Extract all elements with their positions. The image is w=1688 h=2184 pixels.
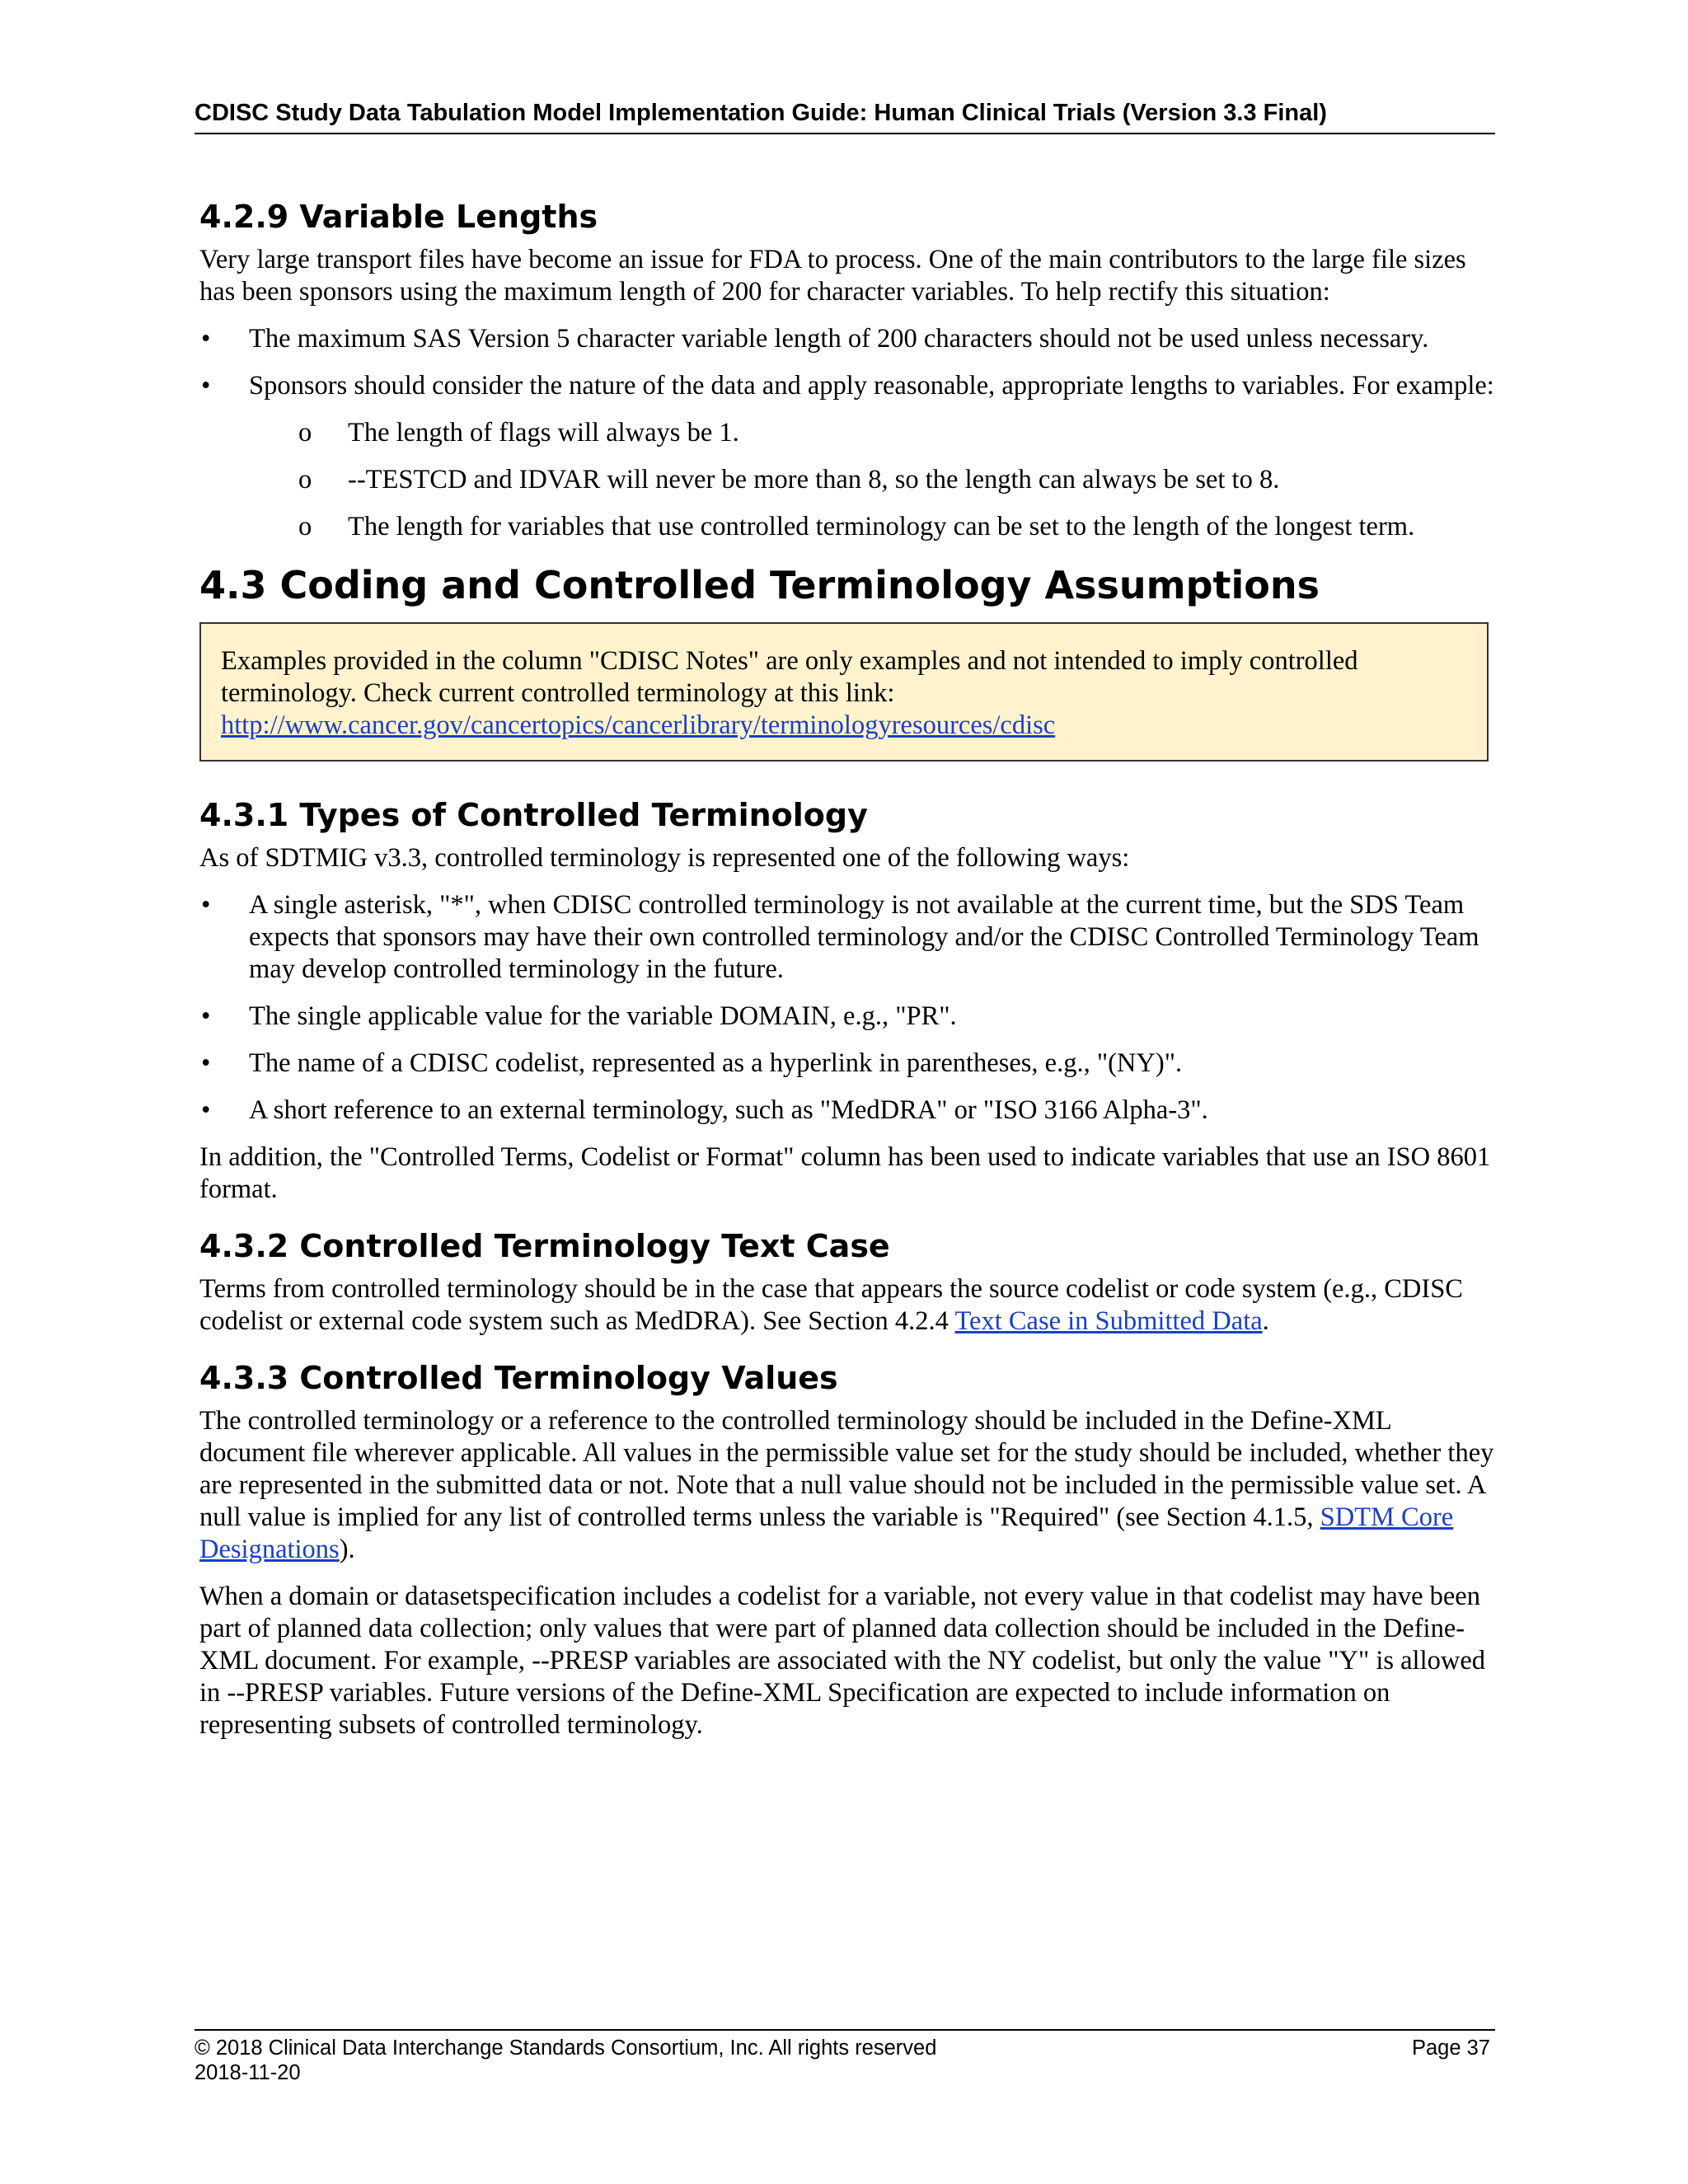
paragraph-4-3-1-closing: In addition, the "Controlled Terms, Codelist or Format" column has been used to indicate variables that use an ISO 8601 format. <box>199 1142 1491 1204</box>
paragraph-text-end: ). <box>339 1535 355 1564</box>
list-item-text: The single applicable value for the variable DOMAIN, e.g., "PR". <box>249 1001 957 1031</box>
heading-4-3: 4.3 Coding and Controlled Terminology Assumptions <box>199 563 1320 607</box>
list-4-2-9 <box>199 323 1502 543</box>
bullet-icon: • <box>201 324 211 354</box>
paragraph-text: The controlled terminology or a reference to the controlled terminology should be included in the Define-XML document file wherever applicable. All values in the permissible value set for the study should be included, whether they are represented in the submitted data or not. Note that a null value should not be included in the permissible value set. A null value is implied for any list of controlled terms unless the variable is "Required" (see Section 4.1.5, <box>199 1406 1494 1532</box>
list-item <box>199 323 1502 355</box>
bullet-icon: • <box>201 1048 211 1078</box>
sub-list-4-2-9 <box>249 417 1502 543</box>
paragraph-4-3-3-second: When a domain or datasetspecification includes a codelist for a variable, not every value in that codelist may have been part of planned data collection; only values that were part of planned data collection should be included in the Define-XML document. For example, --PRESP variables are associated with the NY codelist, but only the value "Y" is allowed in --PRESP variables. Future versions of the Define-XML Specification are expected to include information on representing subsets of controlled terminology. <box>199 1582 1486 1740</box>
list-item <box>199 1094 1502 1127</box>
list-item-text: The maximum SAS Version 5 character variable length of 200 characters should not be used unless necessary. <box>249 324 1429 354</box>
heading-4-3-3: 4.3.3 Controlled Terminology Values <box>199 1360 838 1396</box>
footer-copyright: © 2018 Clinical Data Interchange Standards Consortium, Inc. All rights reserved <box>195 2036 937 2060</box>
page-content <box>199 196 1502 1756</box>
circle-bullet-icon: o <box>298 418 312 448</box>
paragraph-4-3-3-first <box>199 1405 1502 1566</box>
list-item <box>199 889 1502 986</box>
running-header: CDISC Study Data Tabulation Model Implementation Guide: Human Clinical Trials (Version 3.3 Final) <box>195 95 1495 134</box>
sub-list-item <box>249 511 1502 543</box>
paragraph-4-2-9-intro: Very large transport files have become an issue for FDA to process. One of the main contributors to the large file sizes has been sponsors using the maximum length of 200 for character variables. To help rectify this situation: <box>199 245 1466 307</box>
circle-bullet-icon: o <box>298 465 312 494</box>
footer-date: 2018-11-20 <box>195 2061 301 2084</box>
sub-list-item-text: The length for variables that use controlled terminology can be set to the length of the longest term. <box>348 512 1415 541</box>
circle-bullet-icon: o <box>298 512 312 541</box>
paragraph-text-end: . <box>1262 1306 1269 1336</box>
paragraph-4-3-1-intro: As of SDTMIG v3.3, controlled terminology is represented one of the following ways: <box>199 843 1130 873</box>
heading-4-3-2: 4.3.2 Controlled Terminology Text Case <box>199 1228 890 1264</box>
footer-page-number: Page 37 <box>1411 2036 1490 2060</box>
sub-list-item <box>249 464 1502 496</box>
note-box <box>199 622 1489 762</box>
note-link[interactable]: http://www.cancer.gov/cancertopics/cancerlibrary/terminologyresources/cdisc <box>221 710 1056 740</box>
heading-4-2-9: 4.2.9 Variable Lengths <box>199 199 598 235</box>
list-item <box>199 1001 1502 1033</box>
list-item <box>199 1047 1502 1080</box>
bullet-icon: • <box>201 371 211 401</box>
sub-list-item-text: --TESTCD and IDVAR will never be more than 8, so the length can always be set to 8. <box>348 465 1280 494</box>
list-item <box>199 370 1502 543</box>
text-case-link[interactable]: Text Case in Submitted Data <box>954 1306 1263 1336</box>
bullet-icon: • <box>201 1001 211 1031</box>
core-designations-link[interactable]: SDTM Core Designations <box>199 1502 1454 1564</box>
list-item-text: Sponsors should consider the nature of the data and apply reasonable, appropriate lengths to variables. For example: <box>249 371 1494 401</box>
note-text: Examples provided in the column "CDISC Notes" are only examples and not intended to imply controlled terminology. Check current controlled terminology at this link: <box>221 646 1358 708</box>
paragraph-text: Terms from controlled terminology should be in the case that appears the source codelist or code system (e.g., CDISC codelist or external code system such as MedDRA). See Section 4.2.4 <box>199 1274 1463 1336</box>
paragraph-4-3-2 <box>199 1273 1502 1338</box>
sub-list-item <box>249 417 1502 449</box>
bullet-icon: • <box>201 1095 211 1125</box>
page-footer <box>195 2029 1495 2085</box>
bullet-icon: • <box>201 890 211 920</box>
list-item-text: A single asterisk, "*", when CDISC controlled terminology is not available at the current time, but the SDS Team expects that sponsors may have their own controlled terminology and/or the CDISC Controlled Terminology Team may develop controlled terminology in the future. <box>249 890 1479 984</box>
list-item-text: The name of a CDISC codelist, represented as a hyperlink in parentheses, e.g., "(NY)". <box>249 1048 1183 1078</box>
list-4-3-1 <box>199 889 1502 1127</box>
heading-4-3-1: 4.3.1 Types of Controlled Terminology <box>199 797 868 833</box>
sub-list-item-text: The length of flags will always be 1. <box>348 418 739 448</box>
list-item-text: A short reference to an external terminology, such as "MedDRA" or "ISO 3166 Alpha-3". <box>249 1095 1208 1125</box>
